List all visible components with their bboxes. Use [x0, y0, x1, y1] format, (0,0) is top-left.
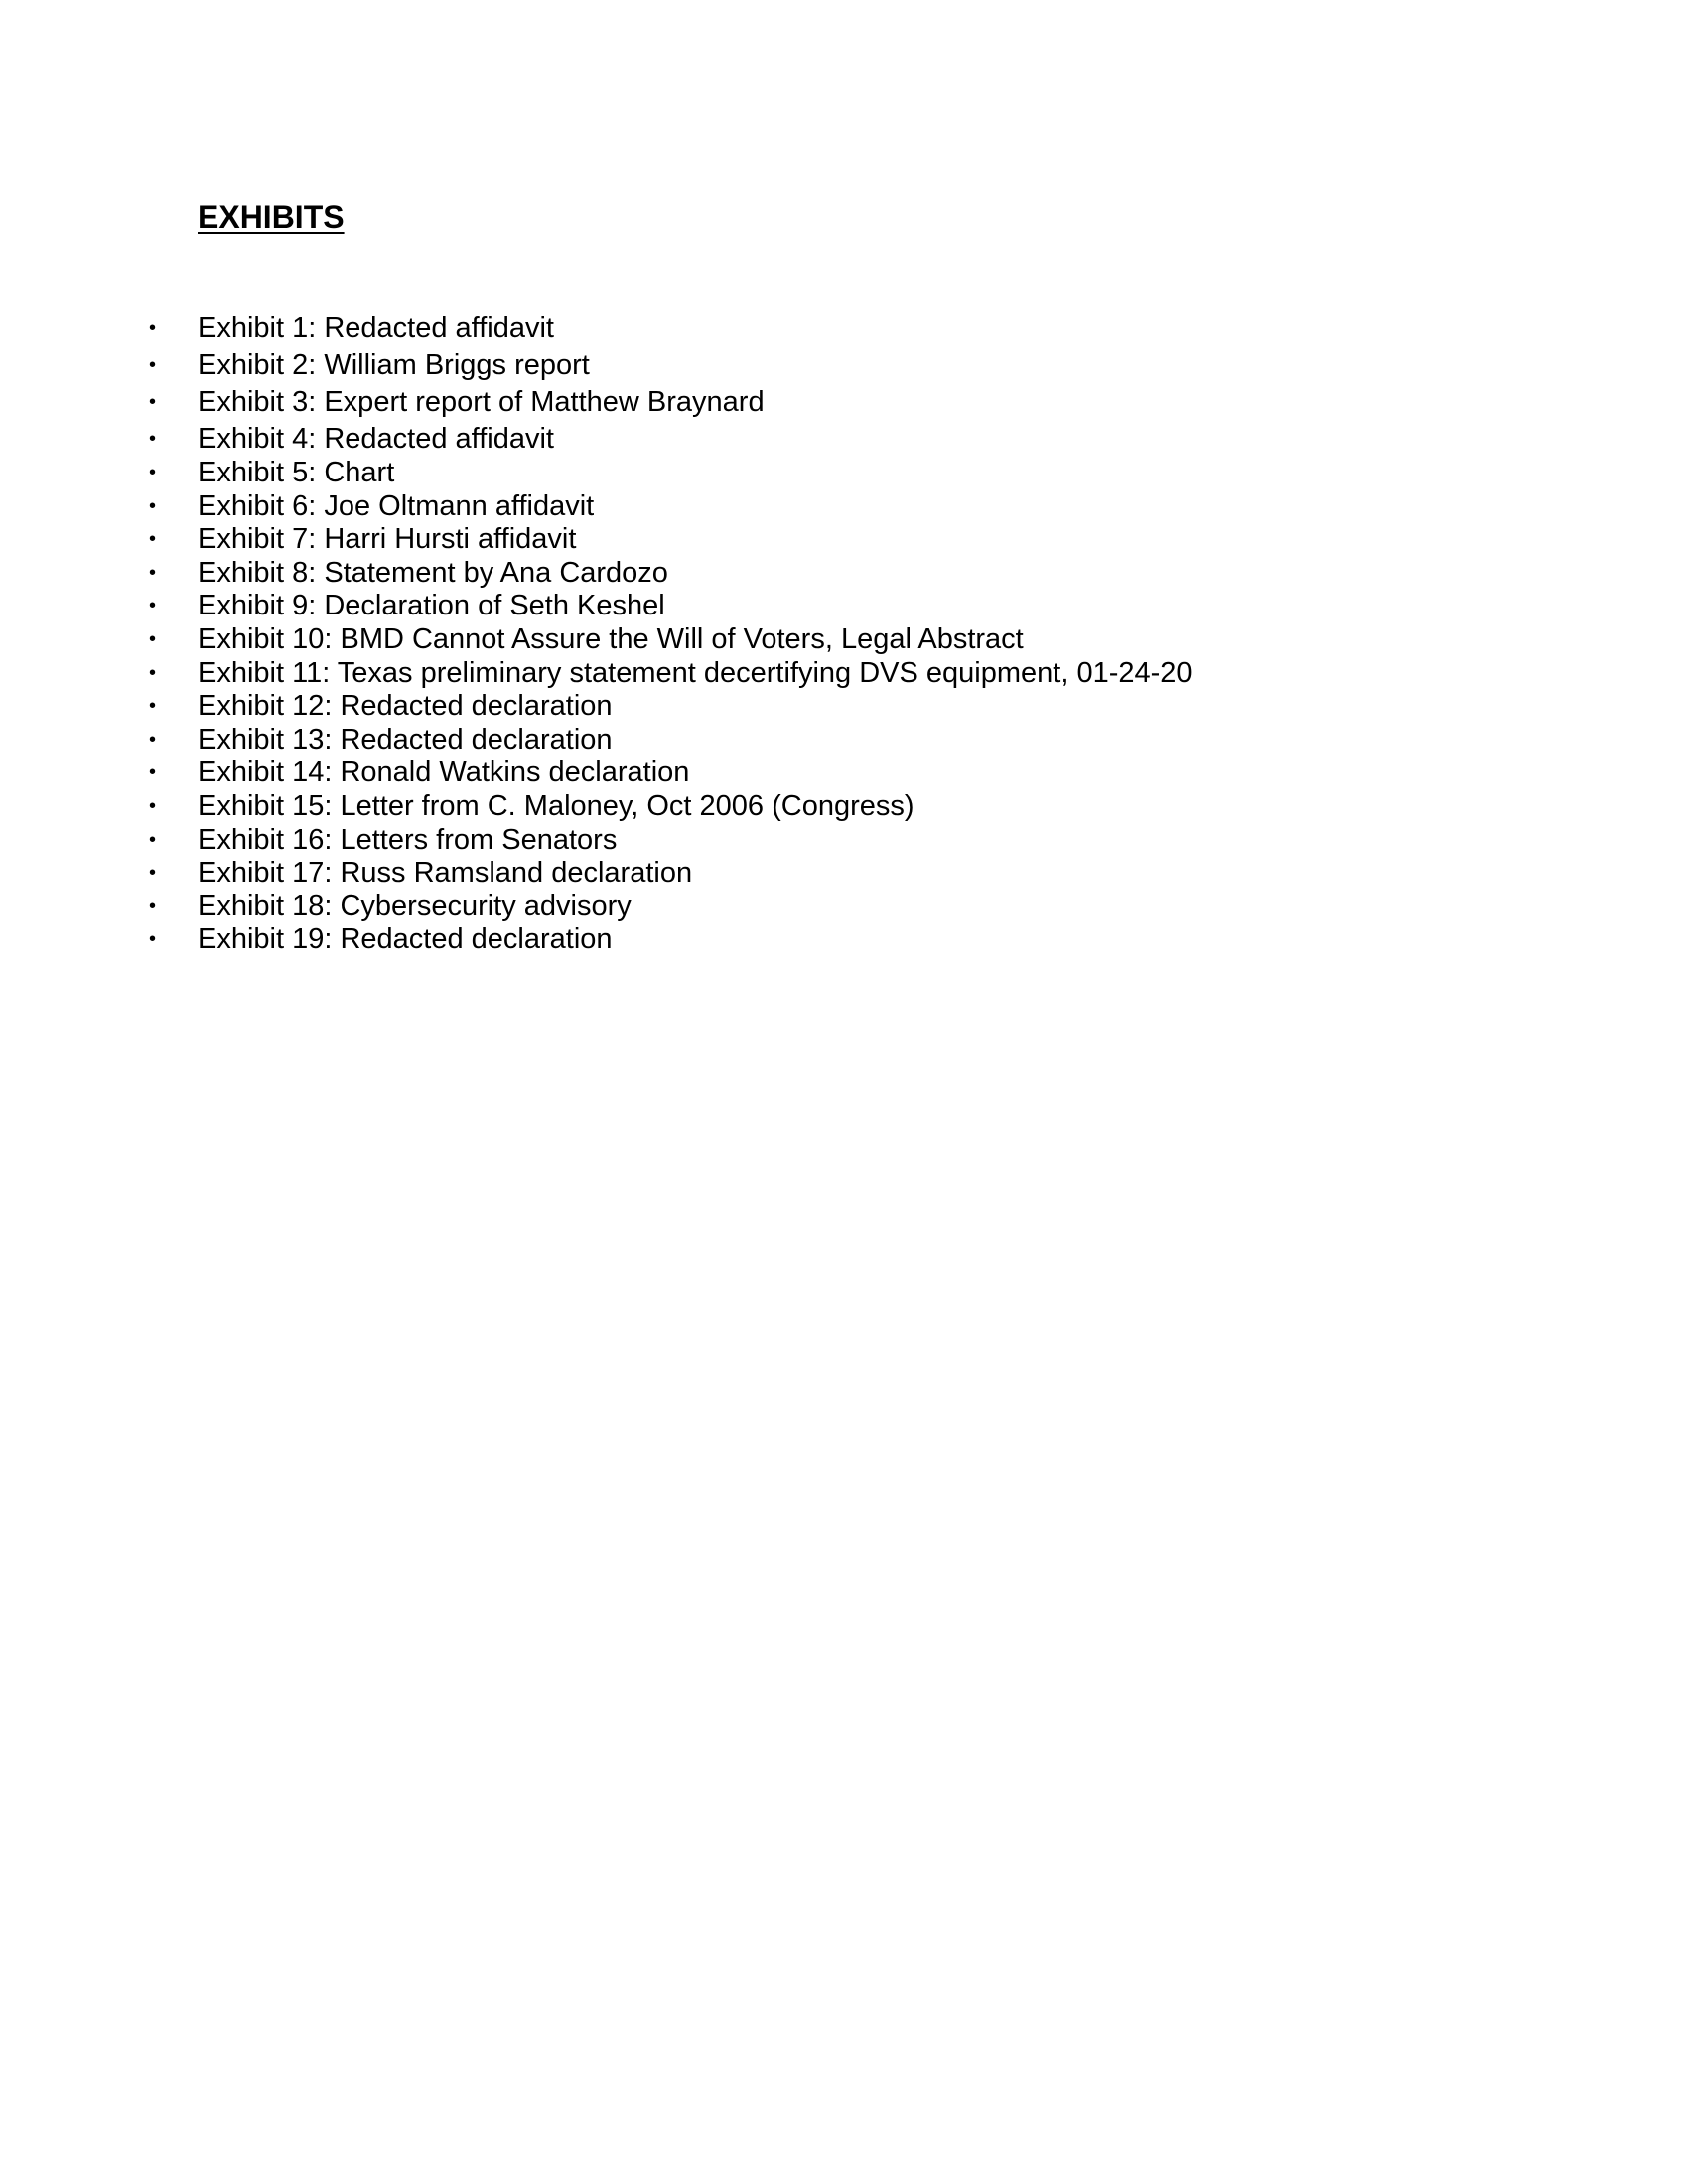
bullet-icon: •	[149, 562, 157, 584]
bullet-icon: •	[149, 628, 157, 650]
exhibit-label: Exhibit 16: Letters from Senators	[198, 824, 618, 856]
exhibit-label: Exhibit 19: Redacted declaration	[198, 923, 613, 955]
exhibit-label: Exhibit 18: Cybersecurity advisory	[198, 890, 632, 922]
exhibit-label: Exhibit 8: Statement by Ana Cardozo	[198, 557, 668, 589]
exhibit-item	[0, 589, 1489, 622]
page-heading: EXHIBITS	[198, 200, 345, 235]
exhibit-item	[0, 889, 1489, 923]
exhibit-item	[0, 856, 1489, 889]
bullet-icon: •	[149, 862, 157, 884]
exhibit-label: Exhibit 1: Redacted affidavit	[198, 312, 554, 343]
exhibit-label: Exhibit 7: Harri Hursti affidavit	[198, 523, 577, 555]
exhibit-label: Exhibit 6: Joe Oltmann affidavit	[198, 490, 595, 522]
exhibit-label: Exhibit 2: William Briggs report	[198, 349, 590, 381]
exhibit-label: Exhibit 5: Chart	[198, 457, 395, 488]
exhibit-label: Exhibit 9: Declaration of Seth Keshel	[198, 590, 665, 621]
exhibit-item	[0, 789, 1489, 823]
bullet-icon: •	[149, 595, 157, 616]
bullet-icon: •	[149, 695, 157, 717]
bullet-icon: •	[149, 462, 157, 483]
bullet-icon: •	[149, 662, 157, 684]
exhibit-label: Exhibit 11: Texas preliminary statement decertifying DVS equipment, 01-24-20	[198, 657, 1193, 689]
exhibit-label: Exhibit 13: Redacted declaration	[198, 724, 613, 755]
exhibit-item	[0, 385, 1489, 419]
exhibit-label: Exhibit 10: BMD Cannot Assure the Will of Voters, Legal Abstract	[198, 623, 1024, 655]
exhibit-item	[0, 456, 1489, 489]
exhibit-label: Exhibit 15: Letter from C. Maloney, Oct 2006 (Congress)	[198, 790, 914, 822]
exhibit-label: Exhibit 12: Redacted declaration	[198, 690, 613, 722]
exhibit-label: Exhibit 14: Ronald Watkins declaration	[198, 756, 690, 788]
exhibit-item	[0, 922, 1489, 956]
exhibit-label: Exhibit 17: Russ Ramsland declaration	[198, 857, 693, 888]
bullet-icon: •	[149, 495, 157, 517]
bullet-icon: •	[149, 528, 157, 550]
bullet-icon: •	[149, 795, 157, 817]
exhibit-item	[0, 622, 1489, 656]
exhibit-item	[0, 348, 1489, 382]
bullet-icon: •	[149, 428, 157, 450]
exhibit-item	[0, 556, 1489, 590]
exhibit-item	[0, 656, 1489, 690]
bullet-icon: •	[149, 317, 157, 339]
exhibit-label: Exhibit 4: Redacted affidavit	[198, 423, 554, 455]
exhibit-item	[0, 522, 1489, 556]
exhibit-item	[0, 755, 1489, 789]
exhibit-item	[0, 489, 1489, 523]
bullet-icon: •	[149, 895, 157, 917]
bullet-icon: •	[149, 354, 157, 376]
exhibit-item	[0, 823, 1489, 857]
exhibit-item	[0, 311, 1489, 344]
bullet-icon: •	[149, 928, 157, 950]
exhibit-item	[0, 689, 1489, 723]
exhibit-item	[0, 422, 1489, 456]
bullet-icon: •	[149, 391, 157, 413]
bullet-icon: •	[149, 829, 157, 851]
exhibit-item	[0, 723, 1489, 756]
exhibit-label: Exhibit 3: Expert report of Matthew Braynard	[198, 386, 765, 418]
bullet-icon: •	[149, 729, 157, 751]
bullet-icon: •	[149, 761, 157, 783]
